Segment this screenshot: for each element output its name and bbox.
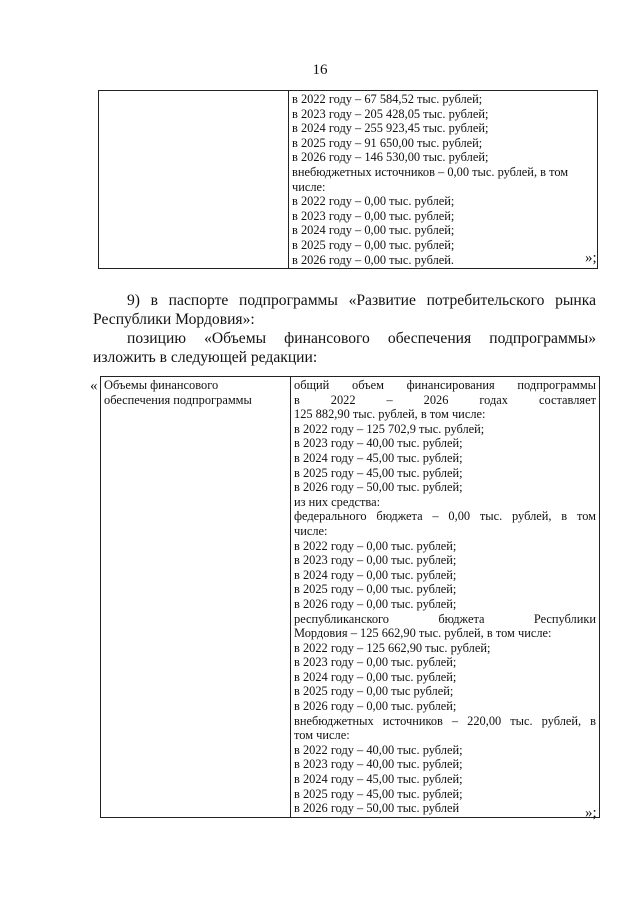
paragraph-instruction: позицию «Объемы финансового обеспечения подпрограммы» изложить в следующей редакции: xyxy=(93,330,596,366)
page-number: 16 xyxy=(312,62,328,78)
table2-line: республиканского бюджета Республики xyxy=(294,611,596,626)
table2-line: в 2025 году – 45,00 тыс. рублей; xyxy=(294,786,463,801)
table2-left-cell: Объемы финансового обеспечения подпрограммы xyxy=(101,377,291,818)
table1-line: в 2026 году – 146 530,00 тыс. рублей; xyxy=(292,150,489,165)
closing-quote-mark: »; xyxy=(585,805,597,821)
table2-right-cell xyxy=(291,377,600,818)
table2-line: в 2023 году – 40,00 тыс. рублей; xyxy=(294,757,463,772)
table1-line: в 2025 году – 0,00 тыс. рублей; xyxy=(292,237,455,252)
table1-right-cell xyxy=(289,91,598,269)
table2-line: в 2023 году – 0,00 тыс. рублей; xyxy=(294,553,457,568)
table2-line: в 2022 году – 125 662,90 тыс. рублей; xyxy=(294,640,491,655)
financing-table xyxy=(100,376,600,818)
table2-line: из них средства: xyxy=(294,494,381,509)
opening-quote-mark: « xyxy=(90,378,98,394)
financing-table-continuation xyxy=(98,90,598,269)
table2-line: в 2024 году – 0,00 тыс. рублей; xyxy=(294,669,457,684)
table2-line: 125 882,90 тыс. рублей, в том числе: xyxy=(294,407,486,422)
table2-line: в 2026 году – 0,00 тыс. рублей; xyxy=(294,596,457,611)
table2-line: общий объем финансирования подпрограммы xyxy=(294,378,596,392)
table1-line: в 2022 году – 0,00 тыс. рублей; xyxy=(292,194,455,209)
table1-line: в 2025 году – 91 650,00 тыс. рублей; xyxy=(292,135,483,150)
table2-line: в 2024 году – 45,00 тыс. рублей; xyxy=(294,450,463,465)
table2-line: федерального бюджета – 0,00 тыс. рублей, в том xyxy=(294,509,596,524)
table1-line: в 2023 году – 205 428,05 тыс. рублей; xyxy=(292,106,489,121)
table1-line: в 2024 году – 0,00 тыс. рублей; xyxy=(292,223,455,238)
table1-left-cell xyxy=(99,91,289,269)
table1-line: внебюджетных источников – 0,00 тыс. рублей, в том xyxy=(292,164,569,179)
table2-line: внебюджетных источников – 220,00 тыс. рублей, в xyxy=(294,713,596,728)
table1-line: в 2024 году – 255 923,45 тыс. рублей; xyxy=(292,121,489,136)
table2-line: в 2026 году – 50,00 тыс. рублей xyxy=(294,801,460,816)
table1-line: в 2026 году – 0,00 тыс. рублей. xyxy=(292,252,455,267)
table2-line: в 2022 году – 125 702,9 тыс. рублей; xyxy=(294,421,485,436)
table2-line: в 2024 году – 45,00 тыс. рублей; xyxy=(294,772,463,787)
table2-line: в 2025 году – 0,00 тыс. рублей; xyxy=(294,582,457,597)
table2-line: в 2022 – 2026 годах составляет xyxy=(294,392,596,407)
table2-line: в 2022 году – 0,00 тыс. рублей; xyxy=(294,538,457,553)
paragraph-item-9: 9) в паспорте подпрограммы «Развитие потребительского рынка Республики Мордовия»: xyxy=(93,292,596,328)
table2-line: Мордовия – 125 662,90 тыс. рублей, в том числе: xyxy=(294,626,552,641)
table1-line: в 2022 году – 67 584,52 тыс. рублей; xyxy=(292,92,483,106)
table1-line: числе: xyxy=(292,179,326,194)
table2-line: числе: xyxy=(294,523,328,538)
closing-quote-mark: »; xyxy=(585,250,597,266)
table2-line: в 2026 году – 0,00 тыс. рублей; xyxy=(294,699,457,714)
table2-line: в 2025 году – 0,00 тыс рублей; xyxy=(294,684,454,699)
table2-line: в 2023 году – 0,00 тыс. рублей; xyxy=(294,655,457,670)
table2-line: в 2024 году – 0,00 тыс. рублей; xyxy=(294,567,457,582)
table2-line: в 2026 году – 50,00 тыс. рублей; xyxy=(294,480,463,495)
table1-line: в 2023 году – 0,00 тыс. рублей; xyxy=(292,208,455,223)
table2-line: в 2022 году – 40,00 тыс. рублей; xyxy=(294,742,463,757)
table2-line: в 2023 году – 40,00 тыс. рублей; xyxy=(294,436,463,451)
table2-line: в 2025 году – 45,00 тыс. рублей; xyxy=(294,465,463,480)
table2-line: том числе: xyxy=(294,728,350,743)
